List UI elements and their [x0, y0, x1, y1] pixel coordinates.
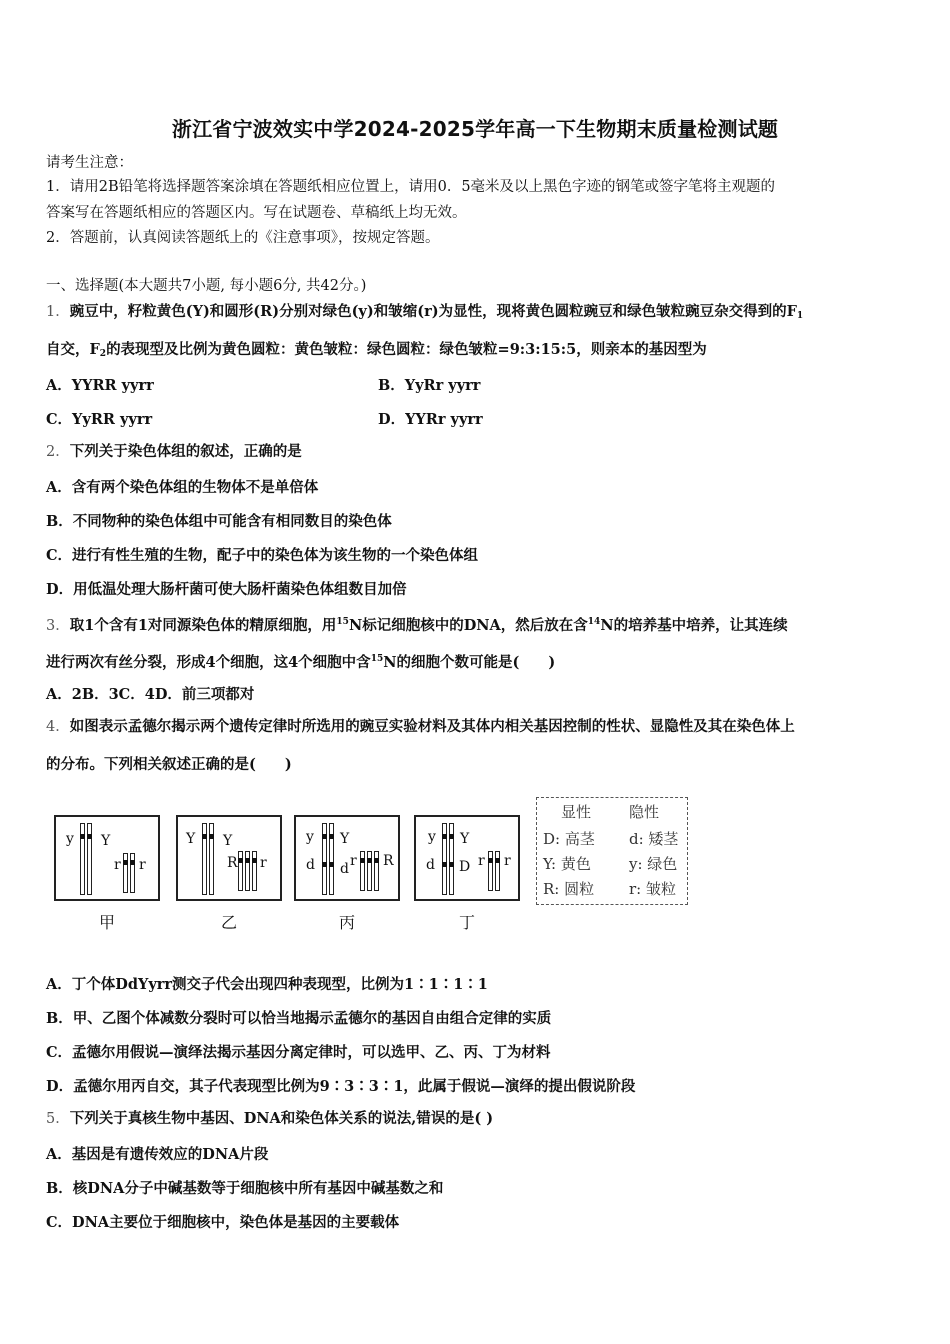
gene-label: Y — [460, 831, 470, 847]
legend-row — [543, 828, 679, 849]
question-4-option-b[interactable]: B．甲、乙图个体减数分裂时可以恰当地揭示孟德尔的基因自由组合定律的实质 — [46, 1010, 552, 1027]
question-1-number: 1． — [46, 304, 70, 320]
gene-label: y — [428, 829, 436, 845]
chromosome — [442, 823, 447, 895]
question-1-option-b[interactable]: B．YyRr yyrr — [378, 377, 481, 394]
question-1-option-c[interactable]: C．YyRR yyrr — [46, 411, 153, 428]
notice-item-1a: 1．请用2B铅笔将选择题答案涂填在答题纸相应位置上，请用0．5毫米及以上黑色字迹的钢笔或签字笔将主观题的 — [46, 179, 776, 195]
panel-ding — [414, 815, 520, 901]
subscript: 1 — [796, 311, 804, 321]
question-3-text-a2: N标记细胞核中的DNA，然后放在含 — [348, 617, 588, 634]
question-4-text-a: 如图表示孟德尔揭示两个遗传定律时所选用的豌豆实验材料及其体内相关基因控制的性状、显隐性及其在染色体上 — [69, 718, 795, 735]
question-2-stem — [46, 442, 916, 462]
gene-label: Y — [186, 831, 196, 847]
legend-dominant: D: 高茎 — [543, 830, 595, 848]
question-3-stem-b — [46, 649, 916, 673]
question-1-text-b1: 自交，F — [46, 341, 100, 358]
chromosome — [238, 851, 243, 891]
gene-label: R — [227, 855, 238, 871]
question-2-text: 下列关于染色体组的叙述，正确的是 — [69, 443, 302, 460]
question-1-text-a: 豌豆中，籽粒黄色(Y)和圆形(R)分别对绿色(y)和皱缩(r)为显性，现将黄色圆粒豌豆和绿色皱粒豌豆杂交得到的F — [69, 303, 797, 320]
question-3-text-b2: N的细胞个数可能是( ) — [383, 654, 556, 671]
question-1-text-b2: 的表现型及比例为黄色圆粒：黄色皱粒：绿色圆粒：绿色皱粒=9:3:15:5，则亲本的基因型为 — [106, 341, 707, 358]
question-2-option-a[interactable]: A．含有两个染色体组的生物体不是单倍体 — [46, 479, 319, 496]
panel-bing — [294, 815, 400, 901]
panel-label-jia: 甲 — [98, 913, 115, 932]
notice-item-1b: 答案写在答题纸相应的答题区内。写在试题卷、草稿纸上均无效。 — [46, 205, 467, 221]
chromosome — [130, 853, 135, 893]
chromosome — [87, 823, 92, 895]
legend-dominant: R: 圆粒 — [543, 880, 595, 898]
question-5-option-b[interactable]: B．核DNA分子中碱基数等于细胞核中所有基因中碱基数之和 — [46, 1180, 444, 1197]
gene-label: y — [66, 831, 74, 847]
gene-label: r — [260, 855, 267, 871]
question-4-stem-a — [46, 717, 916, 737]
question-3-options[interactable]: A．2B．3C．4D．前三项都对 — [46, 686, 255, 703]
chromosome — [329, 823, 334, 895]
question-3-text-a3: N的培养基中培养，让其连续 — [600, 617, 788, 634]
question-2-option-d[interactable]: D．用低温处理大肠杆菌可使大肠杆菌染色体组数目加倍 — [46, 581, 407, 598]
gene-label: Y — [101, 833, 111, 849]
question-4-number: 4． — [46, 719, 70, 735]
gene-label: Y — [340, 831, 350, 847]
question-2-number: 2． — [46, 444, 70, 460]
question-2-option-b[interactable]: B．不同物种的染色体组中可能含有相同数目的染色体 — [46, 513, 392, 530]
panel-yi — [176, 815, 282, 901]
question-4-stem-b: 的分布。下列相关叙述正确的是( ) — [46, 756, 292, 773]
chromosome — [367, 851, 372, 891]
legend-recessive: r: 皱粒 — [629, 880, 676, 898]
panel-jia — [54, 815, 160, 901]
notice-item-2: 2．答题前，认真阅读答题纸上的《注意事项》，按规定答题。 — [46, 230, 440, 246]
legend-row — [543, 878, 676, 899]
question-5-number: 5． — [46, 1111, 70, 1127]
chromosome — [252, 851, 257, 891]
question-5-text: 下列关于真核生物中基因、DNA和染色体关系的说法,错误的是( ) — [69, 1110, 494, 1127]
page-title: 浙江省宁波效实中学2024-2025学年高一下生物期末质量检测试题 — [171, 117, 779, 141]
gene-label: r — [114, 857, 121, 873]
legend-recessive: d: 矮茎 — [629, 830, 679, 848]
gene-label: d — [306, 857, 315, 873]
question-4-option-a[interactable]: A．丁个体DdYyrr测交子代会出现四种表现型，比例为1∶1∶1∶1 — [46, 976, 488, 993]
question-5-stem — [46, 1109, 916, 1129]
gene-label: Y — [223, 833, 233, 849]
question-1-option-a[interactable]: A．YYRR yyrr — [46, 377, 154, 394]
gene-label: r — [478, 853, 485, 869]
subscript: 2 — [99, 349, 107, 359]
question-1-stem-b — [46, 340, 916, 364]
chromosome — [360, 851, 365, 891]
question-5-option-c[interactable]: C．DNA主要位于细胞核中，染色体是基因的主要载体 — [46, 1214, 400, 1231]
gene-label: R — [383, 853, 394, 869]
chromosome — [488, 851, 493, 891]
superscript: 15 — [336, 617, 349, 627]
legend-recessive-header: 隐性 — [629, 803, 660, 821]
chromosome — [245, 851, 250, 891]
question-3-text-a1: 取1个含有1对同源染色体的精原细胞，用 — [69, 617, 337, 634]
question-3-text-b1: 进行两次有丝分裂，形成4个细胞，这4个细胞中含 — [46, 654, 371, 671]
gene-label: r — [139, 857, 146, 873]
legend-dominant-header: 显性 — [561, 803, 592, 821]
question-5-option-a[interactable]: A．基因是有遗传效应的DNA片段 — [46, 1146, 269, 1163]
legend-recessive: y: 绿色 — [629, 855, 678, 873]
question-4-option-c[interactable]: C．孟德尔用假说—演绎法揭示基因分离定律时，可以选甲、乙、丙、丁为材料 — [46, 1044, 551, 1061]
gene-label: r — [504, 853, 511, 869]
gene-label: D — [459, 859, 471, 875]
chromosome — [123, 853, 128, 893]
gene-label: d — [426, 857, 435, 873]
chromosome — [80, 823, 85, 895]
superscript: 14 — [587, 617, 601, 627]
chromosome — [209, 823, 214, 895]
question-4-option-d[interactable]: D．孟德尔用丙自交，其子代表现型比例为9∶3∶3∶1，此属于假说—演绎的提出假说阶段 — [46, 1078, 636, 1095]
superscript: 15 — [370, 654, 384, 664]
chromosome — [322, 823, 327, 895]
gene-label: y — [306, 829, 314, 845]
legend-dominant: Y: 黄色 — [543, 855, 591, 873]
gene-label: r — [350, 853, 357, 869]
panel-label-yi: 乙 — [220, 913, 237, 932]
question-1-option-d[interactable]: D．YYRr yyrr — [378, 411, 483, 428]
trait-legend — [536, 797, 688, 905]
section-heading: 一、选择题(本大题共7小题, 每小题6分, 共42分。) — [46, 278, 367, 294]
panel-label-ding: 丁 — [458, 913, 475, 932]
chromosome-figure — [54, 795, 694, 940]
question-2-option-c[interactable]: C．进行有性生殖的生物，配子中的染色体为该生物的一个染色体组 — [46, 547, 479, 564]
notice-heading: 请考生注意： — [46, 155, 133, 171]
chromosome — [202, 823, 207, 895]
chromosome — [495, 851, 500, 891]
question-3-number: 3． — [46, 618, 70, 634]
question-3-stem-a — [46, 612, 916, 636]
gene-label: d — [340, 861, 349, 877]
panel-label-bing: 丙 — [338, 913, 355, 932]
question-1-stem-a — [46, 302, 916, 326]
legend-row — [543, 853, 678, 874]
chromosome — [449, 823, 454, 895]
chromosome — [374, 851, 379, 891]
